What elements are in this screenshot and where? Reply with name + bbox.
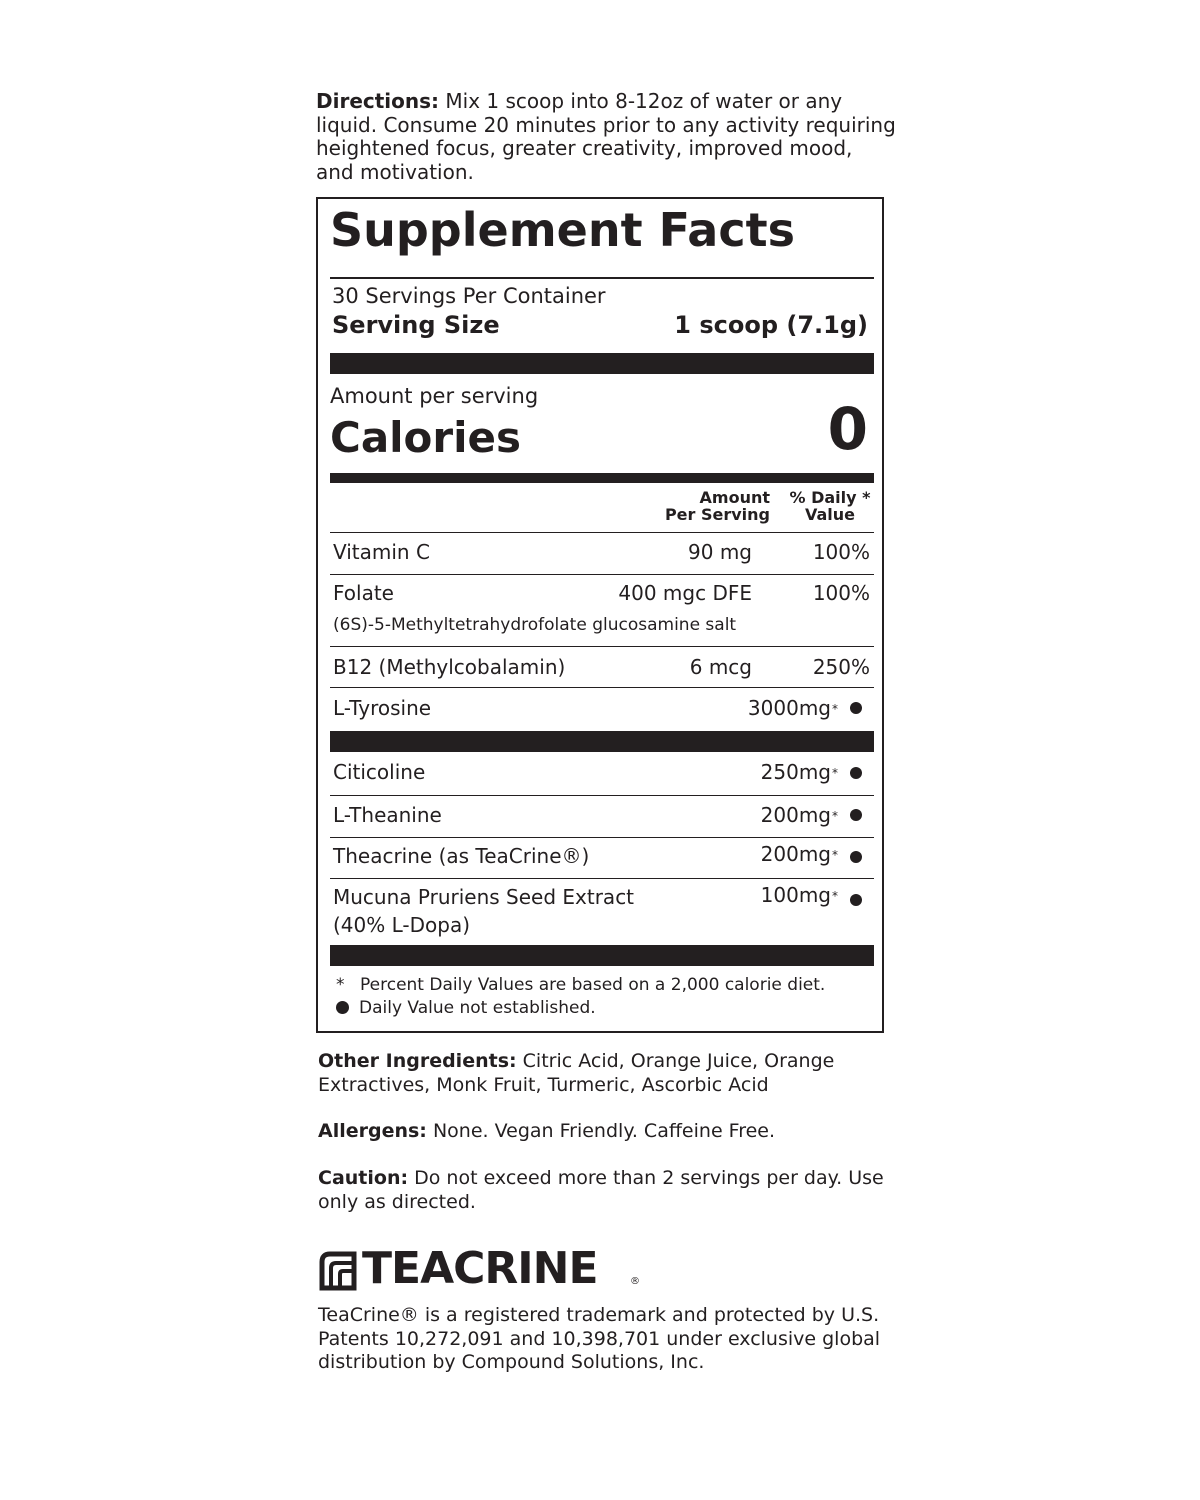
other-ingredients-label: Other Ingredients: (318, 1050, 517, 1072)
amount-value: 100mg (760, 883, 831, 907)
dv-not-established-icon (850, 851, 862, 863)
column-header-daily-value: % Daily * Value (789, 488, 871, 524)
ingredient-amount (761, 842, 838, 866)
other-ingredients-text: Citric Acid, Orange Juice, Orange Extractives, Monk Fruit, Turmeric, Ascorbic Acid (318, 1050, 835, 1096)
nutrient-amount: 400 mgc DFE (618, 581, 752, 605)
nutrient-daily-value: 100% (812, 540, 870, 564)
ingredient-name: Citicoline (333, 760, 426, 784)
nutrient-name: Folate (333, 581, 394, 605)
amount-value: 200mg (760, 842, 831, 866)
divider (330, 646, 874, 647)
dv-not-established-icon (850, 702, 862, 714)
teacrine-logo (318, 1243, 648, 1294)
asterisk: * (832, 809, 838, 823)
thick-divider (330, 731, 874, 752)
nutrient-source: (6S)-5-Methyltetrahydrofolate glucosamine salt (333, 615, 737, 635)
calories-value: 0 (827, 395, 868, 463)
asterisk-symbol: * (336, 975, 345, 995)
directions-body: Mix 1 scoop into 8-12oz of water or any liquid. Consume 20 minutes prior to any activity requiring heightened focus, greater creativity, improved mood, and motivation. (316, 89, 896, 184)
medium-divider (330, 473, 874, 483)
ingredient-name-line2: (40% L-Dopa) (333, 913, 471, 937)
amount-per-serving: Amount per serving (330, 384, 539, 408)
footnote-text: Percent Daily Values are based on a 2,000 calorie diet. (360, 975, 826, 995)
caution-text: Do not exceed more than 2 servings per day. Use only as directed. (318, 1167, 884, 1213)
footnote-text: Daily Value not established. (359, 998, 596, 1018)
asterisk: * (832, 848, 838, 862)
nutrient-name: L-Tyrosine (333, 696, 432, 720)
thick-divider (330, 945, 874, 966)
nutrient-amount: 6 mcg (689, 655, 752, 679)
allergens (318, 1120, 898, 1144)
nutrient-daily-value: 250% (812, 655, 870, 679)
nutrient-daily-value: 100% (812, 581, 870, 605)
serving-size-value: 1 scoop (7.1g) (674, 311, 868, 339)
dot-icon (336, 1001, 349, 1014)
allergens-text: None. Vegan Friendly. Caffeine Free. (426, 1120, 776, 1142)
dv-not-established-icon (850, 809, 862, 821)
divider (330, 795, 874, 796)
allergens-label: Allergens: (318, 1120, 427, 1142)
panel-title: Supplement Facts (330, 203, 795, 257)
nutrient-name: Vitamin C (333, 540, 430, 564)
divider (330, 277, 874, 279)
amount-value: 250mg (760, 760, 831, 784)
teacrine-logo-icon (318, 1250, 358, 1292)
asterisk: * (832, 889, 838, 903)
ingredient-amount (761, 883, 838, 907)
ingredient-name: L-Theanine (333, 803, 442, 827)
divider (330, 837, 874, 838)
dv-not-established-icon (850, 894, 862, 906)
divider (330, 687, 874, 688)
registered-mark: ® (630, 1276, 640, 1287)
directions-text (316, 90, 896, 184)
calories-label: Calories (330, 413, 522, 462)
servings-per-container: 30 Servings Per Container (332, 284, 606, 308)
asterisk: * (832, 702, 838, 716)
column-header-amount: Amount Per Serving (664, 488, 770, 524)
ingredient-name: Mucuna Pruriens Seed Extract (333, 885, 635, 909)
other-ingredients (318, 1050, 898, 1097)
amount-value: 3000mg (747, 696, 831, 720)
footnote-daily-values (336, 975, 825, 995)
serving-size-label: Serving Size (332, 311, 500, 339)
directions-label: Directions: (316, 89, 440, 113)
nutrient-name: B12 (Methylcobalamin) (333, 655, 566, 679)
asterisk: * (832, 766, 838, 780)
footnote-not-established (336, 998, 596, 1018)
logo-wordmark: TEACRINE (362, 1243, 598, 1294)
nutrient-amount: 90 mg (688, 540, 752, 564)
dv-not-established-icon (850, 767, 862, 779)
amount-value: 200mg (760, 803, 831, 827)
ingredient-amount (761, 803, 838, 827)
nutrient-amount (748, 696, 838, 720)
divider (330, 532, 874, 533)
ingredient-name: Theacrine (as TeaCrine®) (333, 844, 590, 868)
divider (330, 878, 874, 879)
divider (330, 574, 874, 575)
caution (318, 1167, 898, 1214)
caution-label: Caution: (318, 1167, 409, 1189)
thick-divider (330, 353, 874, 374)
ingredient-amount (761, 760, 838, 784)
supplement-facts-panel (316, 197, 884, 1033)
trademark-notice: TeaCrine® is a registered trademark and protected by U.S. Patents 10,272,091 and 10,398,701 under exclusive global distribution by Compound Solutions, Inc. (318, 1304, 881, 1373)
